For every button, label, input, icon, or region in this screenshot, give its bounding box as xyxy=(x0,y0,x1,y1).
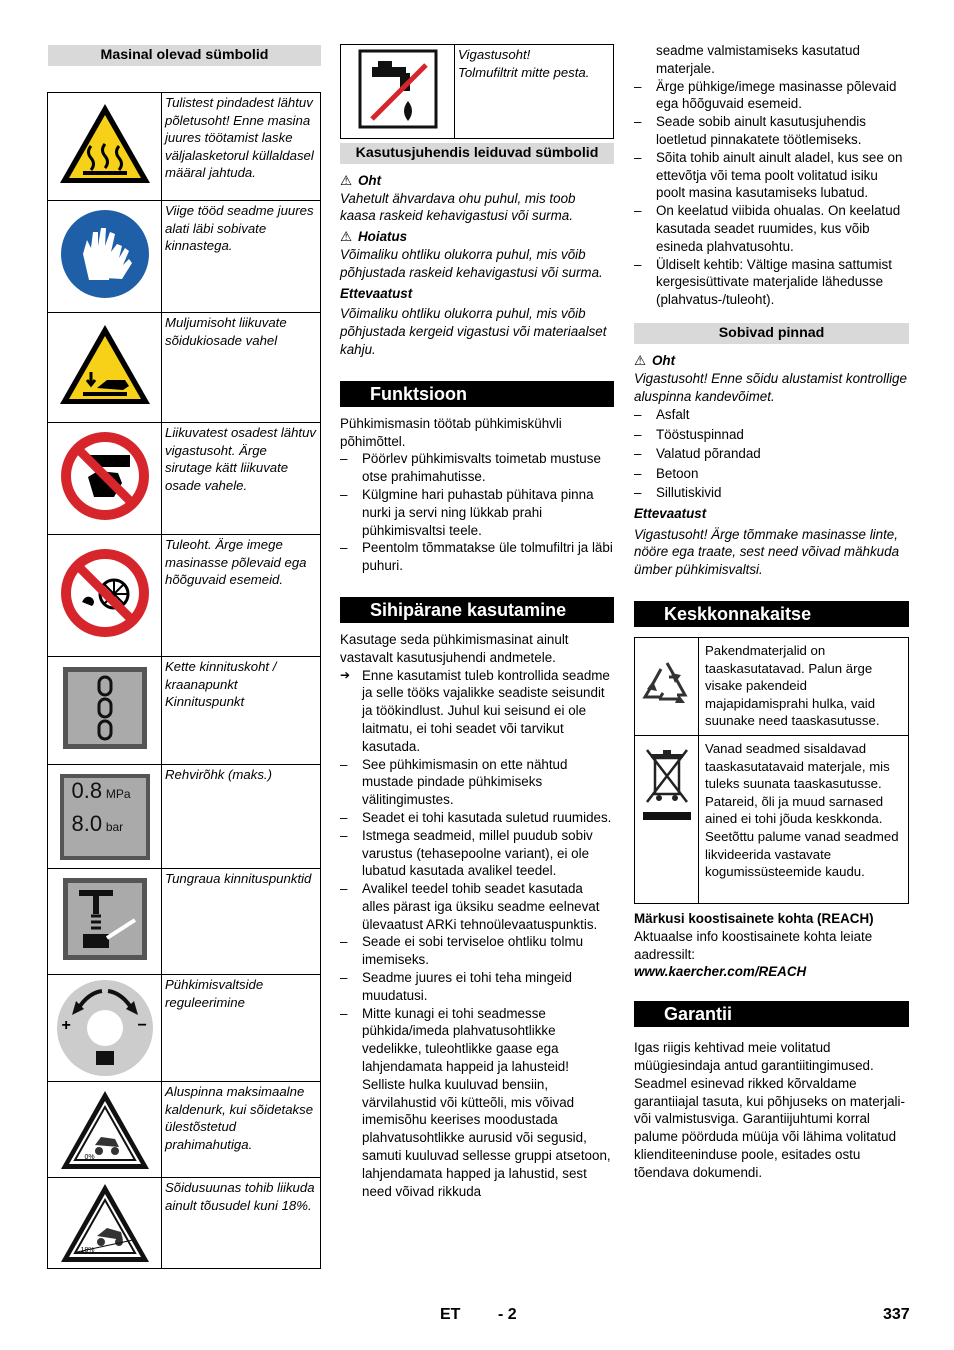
list-item: – Istmega seadmeid, millel puudub sobiv varustus (tehasepoolne variant), ei ole lubatud kasutada avalikel teedel. xyxy=(340,827,614,880)
symbol-cell xyxy=(48,423,162,535)
list-item: – Ärge pühkige/imege masinasse põlevaid ega hõõguvaid esemeid. xyxy=(634,78,909,114)
filter-warning-line2: Tolmufiltrit mitte pesta. xyxy=(458,64,590,80)
symbol-cell xyxy=(341,45,455,139)
warning-triangle-icon: ⚠ xyxy=(340,172,353,188)
symbol-text xyxy=(455,45,614,139)
intended-use-heading: Sihipärane kasutamine xyxy=(340,597,614,623)
incline-label: 18% xyxy=(80,1247,95,1254)
list-item: – Tööstuspinnad xyxy=(634,425,909,445)
column-3 xyxy=(634,42,909,1182)
warning-triangle-icon: ⚠ xyxy=(340,229,353,245)
symbol-text: Tuleoht. Ärge imege masinasse põlevaid ega hõõguvaid esemeid. xyxy=(162,535,321,657)
pressure-mpa-unit: MPa xyxy=(105,786,131,801)
list-item: – On keelatud viibida ohualas. On keelatud kasutada seadet ruumides, kus võib esineda plahvatusohtu. xyxy=(634,202,909,255)
footer-language: ET xyxy=(440,1306,461,1323)
hot-surface-warning-icon xyxy=(57,101,153,187)
symbol-text: Tungraua kinnituspunktid xyxy=(162,869,321,975)
intended-use-list-continued xyxy=(634,78,909,309)
symbol-text: Sõidusuunas tohib liikuda ainult tõusudel kuni 18%. xyxy=(162,1178,321,1269)
warning-label: Hoiatus xyxy=(358,229,408,245)
continued-text: seadme valmistamiseks kasutatud materjale. xyxy=(656,43,860,76)
symbol-cell xyxy=(48,201,162,313)
surfaces-caution-label: Ettevaatust xyxy=(634,505,707,521)
tire-pressure-icon xyxy=(60,774,150,860)
list-item: – Peentolm tõmmatakse üle tolmufiltri ja läbi puhuri. xyxy=(340,539,614,575)
no-hands-moving-parts-icon xyxy=(58,429,152,523)
list-item: – Avalikel teedel tohib seadet kasutada alles pärast iga üksiku seadme eelnevat ülevaatust ARKi tehnoülevaatuspunktis. xyxy=(340,880,614,933)
warranty-heading: Garantii xyxy=(634,1001,909,1027)
symbol-cell xyxy=(48,1178,162,1269)
symbol-cell xyxy=(635,736,699,904)
warning-label-row xyxy=(340,228,614,246)
machine-symbols-table xyxy=(47,92,321,1269)
symbol-cell xyxy=(48,869,162,975)
crossed-bin-icon xyxy=(641,746,693,826)
warning-triangle-icon: ⚠ xyxy=(634,352,647,368)
list-item: – Asfalt xyxy=(634,405,909,425)
list-item: – Seade ei sobi terviseloe ohtliku tolmu imemiseks. xyxy=(340,933,614,969)
symbol-text: Aluspinna maksimaalne kaldenurk, kui sõidetakse ülestõstetud prahimahutiga. xyxy=(162,1082,321,1178)
environment-table xyxy=(634,637,909,904)
filter-warning-table xyxy=(340,44,614,139)
caution-label: Ettevaatust xyxy=(340,285,413,301)
max-incline-18-icon xyxy=(59,1182,151,1264)
surfaces-list xyxy=(634,405,909,503)
minus-sign: − xyxy=(137,1017,147,1034)
pressure-bar-value: 8.0 xyxy=(71,811,103,837)
warranty-text: Igas riigis kehtivad meie volitatud müügiesindaja antud garantiitingimused. Seadmel esinevad rikked kõrvaldame garantiiajal tasuta, kui põhjuseks on materjali- või valmistusviga. Garantiijuhtumi korral palume pöörduda müüja või lähima volitatud klienditeeninduse poole, esitades ostu tõendava dokumendi. xyxy=(634,1040,905,1180)
no-burning-objects-icon xyxy=(58,546,152,640)
symbol-cell xyxy=(48,535,162,657)
reach-heading: Märkusi koostisainete kohta (REACH) xyxy=(634,911,874,927)
list-item: – Sillutiskivid xyxy=(634,483,909,503)
caution-text: Võimaliku ohtliku olukorra puhul, mis võib põhjustada kergeid vigastusi või materiaalset kahju. xyxy=(340,306,607,357)
list-item: ➔ Enne kasutamist tuleb kontrollida seadme ja selle tööks vajalikke seadiste seisundit ja töökindlust. Juhul kui seisund ei ole laitmatu, ei tohi seadet või tarvikut kasutada. xyxy=(340,667,614,756)
crossed-bin-text: Vanad seadmed sisaldavad taaskasutatavaid materjale, mis tuleks suunata taaskasutusse. Patareid, õli ja muud sarnased ained ei tohi jõuda keskkonda. Seetõttu palume vanad seadmed likvideerida vastavate kogumissüsteemide kaudu. xyxy=(699,736,909,904)
danger-text: Vahetult ähvardava ohu puhul, mis toob kaasa raskeid kehavigastusi või surma. xyxy=(340,190,576,224)
surfaces-danger-text: Vigastusoht! Enne sõidu alustamist kontrollige aluspinna kandevõimet. xyxy=(634,370,907,404)
intended-use-list xyxy=(340,667,614,1201)
list-item: – Seadme juures ei tohi teha mingeid muudatusi. xyxy=(340,969,614,1005)
symbol-text: Viige tööd seadme juures alati läbi sobivate kinnastega. xyxy=(162,201,321,313)
symbol-text: Tulistest pindadest lähtuv põletusoht! Enne masina juures töötamist laske väljalasketorul küllaldasel määral jahtuda. xyxy=(162,93,321,201)
symbol-text: Muljumisoht liikuvate sõidukiosade vahel xyxy=(162,313,321,423)
function-list xyxy=(340,450,614,575)
surfaces-danger-row xyxy=(634,352,909,370)
column-2 xyxy=(340,44,614,1200)
roller-adjustment-icon xyxy=(56,979,154,1077)
pressure-bar-unit: bar xyxy=(105,820,124,835)
surfaces-heading: Sobivad pinnad xyxy=(634,323,909,344)
slope-label: 0% xyxy=(84,1153,95,1161)
symbols-on-machine-heading: Masinal olevad sümbolid xyxy=(48,45,321,66)
list-item: – Külgmine hari puhastab pühitava pinna nurki ja servi ning lükkab prahi pühkimisvaltsi teele. xyxy=(340,486,614,539)
reach-url[interactable]: www.kaercher.com/REACH xyxy=(634,964,807,980)
function-heading: Funktsioon xyxy=(340,381,614,407)
list-item: – Valatud põrandad xyxy=(634,444,909,464)
manual-symbols-heading: Kasutusjuhendis leiduvad sümbolid xyxy=(340,143,614,164)
wear-gloves-icon xyxy=(59,208,151,300)
list-item: – See pühkimismasin on ette nähtud mustade pindade pühkimiseks välitingimustes. xyxy=(340,756,614,809)
surfaces-danger-label: Oht xyxy=(652,352,676,368)
list-item: – Sõita tohib ainult ainult aladel, kus see on ettevõtja või tema poolt volitatud isiku poolt masina kasutamiseks lubatud. xyxy=(634,149,909,202)
symbol-text: Rehvirõhk (maks.) xyxy=(162,765,321,869)
symbol-cell xyxy=(48,765,162,869)
surfaces-caution-text: Vigastusoht! Ärge tõmmake masinasse linte, nööre ega traate, sest need võivad mähkuda ümber pühkimisvaltsi. xyxy=(634,526,900,578)
max-slope-icon xyxy=(59,1089,151,1171)
symbol-cell xyxy=(48,975,162,1082)
symbol-cell xyxy=(635,638,699,736)
symbol-cell xyxy=(48,1082,162,1178)
recycling-text: Pakendmaterjalid on taaskasutatavad. Palun ärge visake pakendeid majapidamisprahi hulka, vaid suunake need taaskasutusse. xyxy=(699,638,909,736)
recycling-icon xyxy=(641,659,693,709)
reach-text: Aktuaalse info koostisainete kohta leiate aadressilt: xyxy=(634,928,873,962)
pressure-mpa-value: 0.8 xyxy=(71,777,103,803)
filter-warning-line1: Vigastusoht! xyxy=(458,47,531,62)
symbol-text: Pühkimisvaltside reguleerimine xyxy=(162,975,321,1082)
list-item: – Seadet ei tohi kasutada suletud ruumides. xyxy=(340,809,614,827)
list-item: – Pöörlev pühkimisvalts toimetab mustuse otse prahimahutisse. xyxy=(340,450,614,486)
list-item: – Betoon xyxy=(634,464,909,484)
danger-label: Oht xyxy=(358,172,382,188)
list-item: – Mitte kunagi ei tohi seadmesse pühkida/imeda plahvatusohtlikke vedelikke, tuleohtlikke gaase ega lahjendamata happeid ja lahusteid! Selliste hulka kuuluvad bensiin, värvilahustid või kütteõli, mis võivad imemisõhu keerises moodustada plahvatusohtlikke aurusid või segusid, samuti kuuluvad sellesse gruppi atsetoon, lahjendamata happed ja lahustid, sest need võivad rikkuda xyxy=(340,1005,614,1201)
intended-use-intro: Kasutage seda pühkimismasinat ainult vastavalt kasutusjuhendi andmetele. xyxy=(340,631,569,665)
page-number: 337 xyxy=(883,1306,910,1323)
list-item: – Seade sobib ainult kasutusjuhendis loetletud pinnakatete töötlemiseks. xyxy=(634,113,909,149)
danger-label-row xyxy=(340,172,614,190)
function-intro: Pühkimismasin töötab pühkimiskühvli põhimõttel. xyxy=(340,415,562,449)
column-1 xyxy=(48,45,321,66)
warning-text: Võimaliku ohtliku olukorra puhul, mis võib põhjustada raskeid kehavigastusi või surma. xyxy=(340,246,603,280)
crush-hazard-icon xyxy=(57,322,153,408)
no-water-filter-icon xyxy=(358,49,438,129)
jack-point-icon xyxy=(61,876,149,962)
footer-section: - 2 xyxy=(498,1306,517,1323)
chain-attachment-icon xyxy=(61,665,149,751)
symbol-cell xyxy=(48,93,162,201)
symbol-cell xyxy=(48,657,162,765)
symbol-text: Kette kinnituskoht / kraanapunkt Kinnituspunkt xyxy=(162,657,321,765)
symbol-text: Liikuvatest osadest lähtuv vigastusoht. Ärge sirutage kätt liikuvate osade vahele. xyxy=(162,423,321,535)
plus-sign: + xyxy=(61,1017,71,1034)
symbol-cell xyxy=(48,313,162,423)
environment-heading: Keskkonnakaitse xyxy=(634,601,909,627)
list-item: – Üldiselt kehtib: Vältige masina sattumist kergesisüttivate materjalide lähedusse (plahvatus-/tuleoht). xyxy=(634,256,909,309)
